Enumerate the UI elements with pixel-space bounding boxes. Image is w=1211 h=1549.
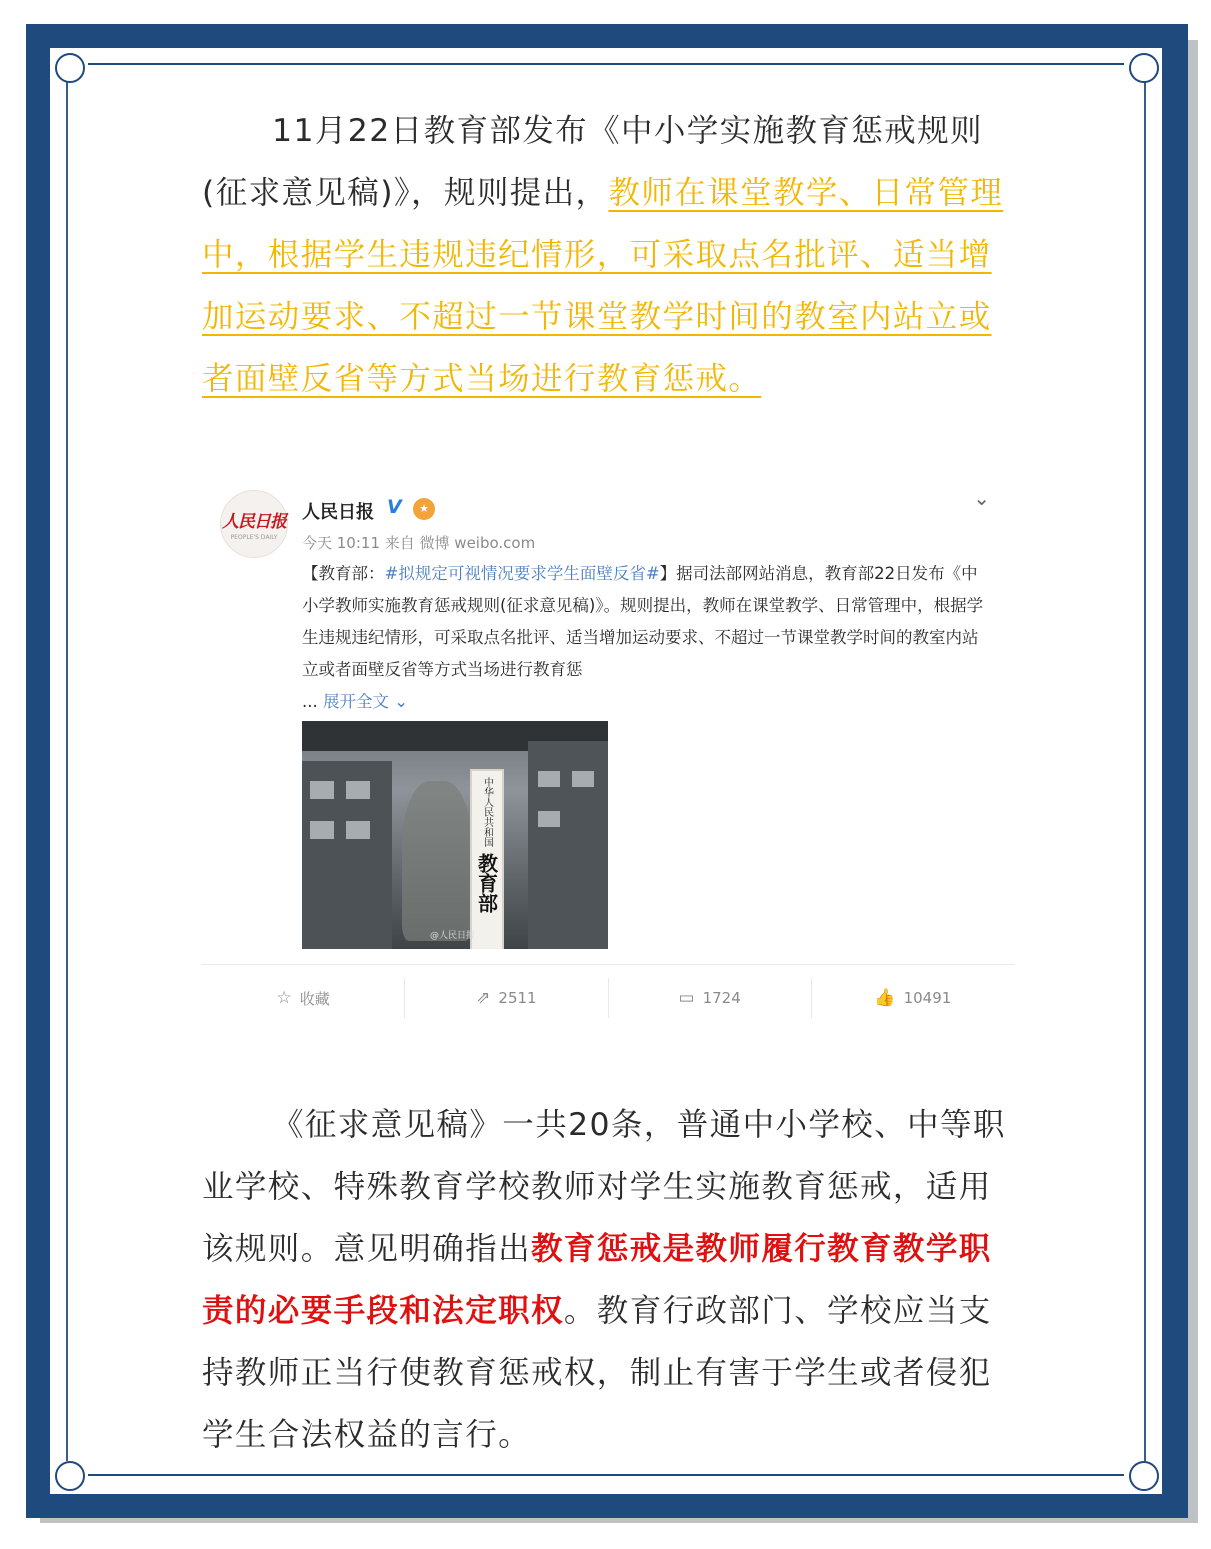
frame-inner-line-bottom [88,1474,1124,1476]
post-body: 】据司法部网站消息，教育部22日发布《中小学教师实施教育惩戒规则(征求意见稿)》。规则提出，教师在课堂教学、日常管理中，根据学生违规违纪情形，可采取点名批评、适当增加运动要求、不超过一节课堂教学时间的教室内站立或者面壁反省等方式当场进行教育惩 [302,564,984,679]
frame-inner-line-left [66,78,68,1461]
star-icon: ☆ [276,988,292,1008]
photo-window [538,771,560,787]
paragraph-2-text-a: 《征求意见稿》一共20条，普通中小学校、中等职业学校、特殊教育学校教师对学生实施教育惩戒，适用该规则。意见明确指出 [202,1107,1006,1267]
share-icon: ⇗ [476,988,491,1008]
chevron-down-icon[interactable]: ⌄ [973,486,990,510]
frame-corner-ornament [55,1461,85,1491]
avatar-subtitle: PEOPLE'S DAILY [230,534,278,541]
weibo-post-card [202,478,1014,1038]
medal-icon: ★ [413,498,435,520]
post-actions-bar [202,978,1014,1018]
sign-country-text: 中华人民共和国 [481,777,493,847]
user-name[interactable]: 人民日报 [302,502,374,523]
actions-divider [202,964,1014,965]
frame-inner-line-right [1144,78,1146,1461]
photo-window [572,771,594,787]
comment-button[interactable] [609,978,812,1018]
comment-count: 1724 [702,989,741,1007]
paragraph-2-text-b: 。教育行政部门、学校应当支持教师正当行使教育惩戒权，制止有害于学生或者侵犯学生合法权益的言行。 [202,1293,992,1453]
hashtag-link[interactable]: #拟规定可视情况要求学生面壁反省# [384,564,660,583]
photo-window [538,811,560,827]
post-prefix: 【教育部： [302,564,385,583]
avatar-logo: 人民日报 [222,512,286,532]
post-text [302,558,992,718]
paragraph-1-highlight: 教师在课堂教学、日常管理中，根据学生违规违纪情形，可采取点名批评、适当增加运动要求、不超过一节课堂教学时间的教室内站立或者面壁反省等方式当场进行教育惩戒。 [202,175,1004,397]
avatar[interactable] [220,490,288,558]
favorite-label: 收藏 [299,989,330,1008]
photo-window [346,821,370,839]
photo-tree [402,781,472,941]
favorite-button[interactable] [202,978,405,1018]
verified-badge-icon: V [387,496,402,518]
photo-ministry-sign [470,769,504,949]
frame-corner-ornament [1129,1461,1159,1491]
comment-icon: ▭ [678,988,695,1008]
expand-full-text-link[interactable]: 展开全文 [323,692,389,711]
post-meta: 今天 10:11 来自 微博 weibo.com [302,534,536,552]
repost-count: 2511 [498,989,537,1007]
frame-inner-line-top [88,63,1124,65]
like-count: 10491 [903,989,952,1007]
post-photo[interactable] [302,721,608,949]
ellipsis: ... [302,692,318,711]
sign-ministry-text: 教育部 [474,853,499,913]
frame-corner-ornament [55,53,85,83]
photo-window [310,781,334,799]
expand-chevron-icon[interactable]: ⌄ [389,692,409,711]
paragraph-1-text: 11月22日教育部发布《中小学实施教育惩戒规则(征求意见稿)》，规则提出， [202,113,983,211]
frame-corner-ornament [1129,53,1159,83]
paragraph-2-highlight: 教育惩戒是教师履行教育教学职责的必要手段和法定职权 [202,1231,992,1329]
like-button[interactable] [812,978,1014,1018]
photo-window [346,781,370,799]
article-paragraph-1 [202,100,1014,410]
article-paragraph-2 [202,1094,1014,1466]
thumbs-up-icon: 👍 [874,988,896,1008]
repost-button[interactable] [405,978,608,1018]
photo-watermark: @人民日报 [430,931,476,941]
photo-window [310,821,334,839]
